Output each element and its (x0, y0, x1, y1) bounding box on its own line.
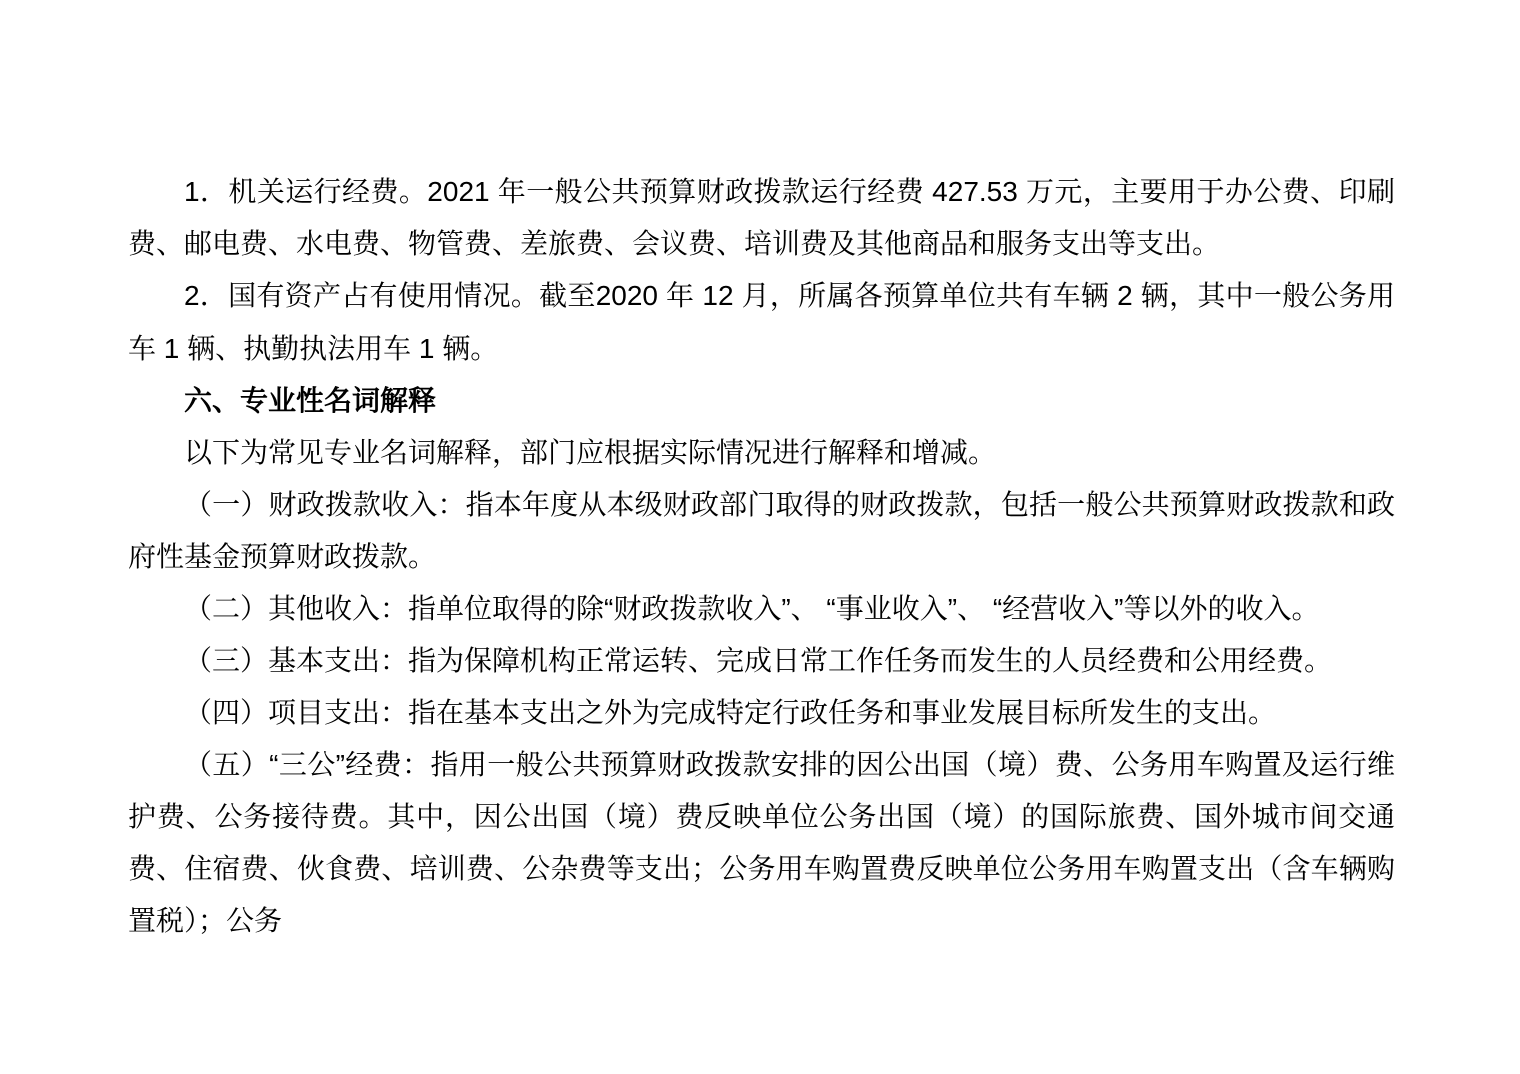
section-heading-glossary: 六、专业性名词解释 (184, 385, 437, 416)
document-body (128, 166, 1395, 947)
paragraph-glossary-intro: 以下为常见专业名词解释，部门应根据实际情况进行解释和增减。 (184, 437, 997, 468)
paragraph-term-basic-expenditure: （三）基本支出：指为保障机构正常运转、完成日常工作任务而发生的人员经费和公用经费。 (184, 645, 1333, 676)
state-assets-serif-text: 截至 (539, 281, 596, 312)
paragraph-term-three-public-funds: （五）“三公”经费：指用一般公共预算财政拨款安排的因公出国（境）费、公务用车购置及运行维护费、公务接待费。其中，因公出国（境）费反映单位公务出国（境）的国际旅费、国外城市间交通费、住宿费、伙食费、培训费、公杂费等支出；公务用车购置费反映单位公务用车购置支出（含车辆购置税）；公务 (128, 749, 1395, 936)
paragraph-term-fiscal-appropriation-income: （一）财政拨款收入：指本年度从本级财政部门取得的财政拨款，包括一般公共预算财政拨款和政府性基金预算财政拨款。 (128, 489, 1395, 572)
paragraph-operating-expenses: 1．机关运行经费。2021 年一般公共预算财政拨款运行经费 427.53 万元，主要用于办公费、印刷费、邮电费、水电费、物管费、差旅费、会议费、培训费及其他商品和服务支出等支出。 (128, 176, 1395, 259)
paragraph-term-project-expenditure: （四）项目支出：指在基本支出之外为完成特定行政任务和事业发展目标所发生的支出。 (184, 697, 1277, 728)
paragraph-state-assets (128, 270, 1395, 375)
state-assets-lead-text: 2．国有资产占有使用情况。 (184, 280, 540, 311)
state-assets-rest-text: 2020 年 12 月，所属各预算单位共有车辆 2 辆，其中一般公务用车 1 辆、执勤执法用车 1 辆。 (128, 280, 1396, 364)
paragraph-term-other-income: （二）其他收入：指单位取得的除“财政拨款收入”、 “事业收入”、 “经营收入”等以外的收入。 (184, 593, 1320, 624)
